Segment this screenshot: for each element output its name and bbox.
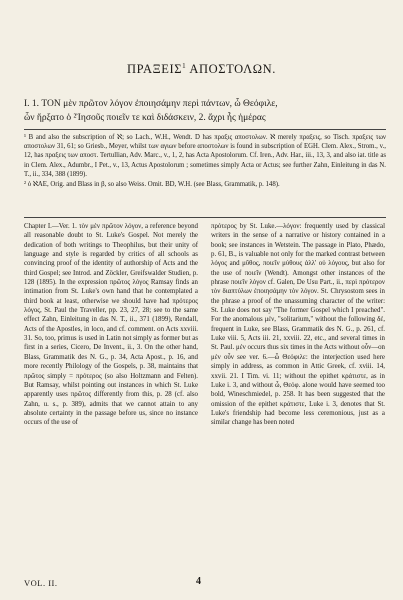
page-title <box>0 62 403 77</box>
title-word-rest: ΑΠΟΣΤΟΛΩΝ. <box>189 62 277 77</box>
verse-divider <box>24 129 386 130</box>
apparatus-divider <box>24 217 386 218</box>
critical-apparatus <box>24 133 386 190</box>
greek-verse-line-1: I. 1. ΤΟΝ μὲν πρῶτον λόγον ἐποιησάμην περὶ πάντων, ὦ Θεόφιλε, <box>24 99 278 109</box>
signature-mark: 4 <box>196 576 201 587</box>
title-word: ΠΡΑΞΕΙΣ <box>126 62 183 77</box>
title-footnote-marker: 1 <box>182 62 187 70</box>
commentary-left-column <box>24 222 198 428</box>
commentary-left-text: Chapter I.—Ver. 1. τὸν μὲν πρῶτον λόγον, a reference beyond all reasonable doubt to St. Luke's Gospel. Not merely the dedication of both writings to Theophilus, but their unity of language and style is regarded by critics of all schools as convincing proof of the identity of authorship of Acts and the third Gospel; see Introd. and Zöckler, Greifswalder Studien, p. 128 (1895). In the expression πρῶτος λόγος Ramsay finds an intimation from St. Luke's own hand that he contemplated a third book at least, otherwise we should have had πρότερος λόγος, St. Paul the Traveller, pp. 23, 27, 28; see to the same effect Zahn, Einleitung in das N. T., ii., 371 (1899), Rendall, Acts of the Apostles, in loco, and cf. comment. on Acts xxviii. 31. So, too, primus is used in Latin not simply as former but as first in a series, Cicero, De Invent., ii., 3. On the other hand, Blass, Grammatik des N. G., p. 34, Acta Apost., p. 16, and more recently Philology of the Gospels, p. 38, maintains that πρῶτος simply = πρότερος (so also Holtzmann and Felten). But Ramsay, whilst pointing out instances in which St. Luke apparently uses πρῶτος differently from this, p. 28 (cf. also Zahn, u. s., p. 389), admits that we cannot attain to any absolute certainty in the passage before us, since no instance occurs of the use of <box>24 223 198 427</box>
apparatus-note-1: ¹ B and also the subscription of ℵ; so Lach., W.H., Wendt. D has πραξις αποστολων. ℵ merely πραξεις, so Tisch. πραξεις των αποστολων 31, 61; so Griesb., Meyer, whilst των αγιων before αποστολων is found in subscription of EGH. Clem. Alex., Strom., v., 12, has πραξεις των αποστ. Tertullian, Adv. Marc., v., 1, 2, has Acta Apostolorum. Cf. Iren., Adv. Har., iii., 13, 3, and also iat. title as in Clem. Alex., Adumbr., I Pet., v., 13, Actus Apostolorum ; sometimes simply Acta or Actus; see further Zahn, Einleitung in das N. T., ii., 334, 388 (1899). <box>24 134 386 178</box>
greek-verse-line-2: ὧν ἤρξατο ὁ ²Ἰησοῦς ποιεῖν τε καὶ διδάσκειν, 2. ἄχρι ἧς ἡμέρας <box>24 113 266 123</box>
commentary-right-column <box>211 222 385 428</box>
commentary-right-text: πρότερος by St. Luke.—λόγον: frequently used by classical writers in the sense of a narrative or history contained in a book; see instances in Wetstein. The passage in Plato, Phædo, p. 61, B., is valuable not only for the marked contrast between λόγος and μῦθος, ποιεῖν μύθους ἀλλ' οὐ λόγους, but also for the use of ποιεῖν (Wendt). Amongst other instances of the phrase ποιεῖν λόγον cf. Galen, De Usu Part., ii., περὶ πρότερον τὸν διαπτύλων ἐποιησάμην τὸν λόγον. St. Chrysostom sees in the phrase a proof of the unassuming character of the writer: St. Luke does not say "The former Gospel which I preached". For the anomalous μέν, "solitarium," without the following δέ, frequent in Luke, see Blass, Grammatik des N. G., p. 261, cf. Luke viii. 5, Acts iii. 21, xxviii. 22, etc., and several times in St. Paul. μέν occurs thus six times in the Acts without οὖν—on μὲν οὖν see ver. 6.—ὦ Θεόφιλε: the interjection used here simply in address, as common in Attic Greek, cf. xviii. 14, xxvii. 21. I Tim. vi. 11; without the epithet κράτιστε, as in Luke i. 3, and without ὦ, Θεόφ. alone would have seemed too bold, Wineschmiedel, p. 258. It has been suggested that the omission of the epithet κράτιστε, Luke i. 3, denotes that St. Luke's friendship had become less ceremonious, just as a similar change has been noted <box>211 223 385 427</box>
volume-label: VOL. II. <box>24 578 58 588</box>
apparatus-note-2: ² ὁ ℵAE, Orig. and Blass in β, so also Weiss. Omit. BD, W.H. (see Blass, Grammatik, p. 148). <box>24 181 280 189</box>
